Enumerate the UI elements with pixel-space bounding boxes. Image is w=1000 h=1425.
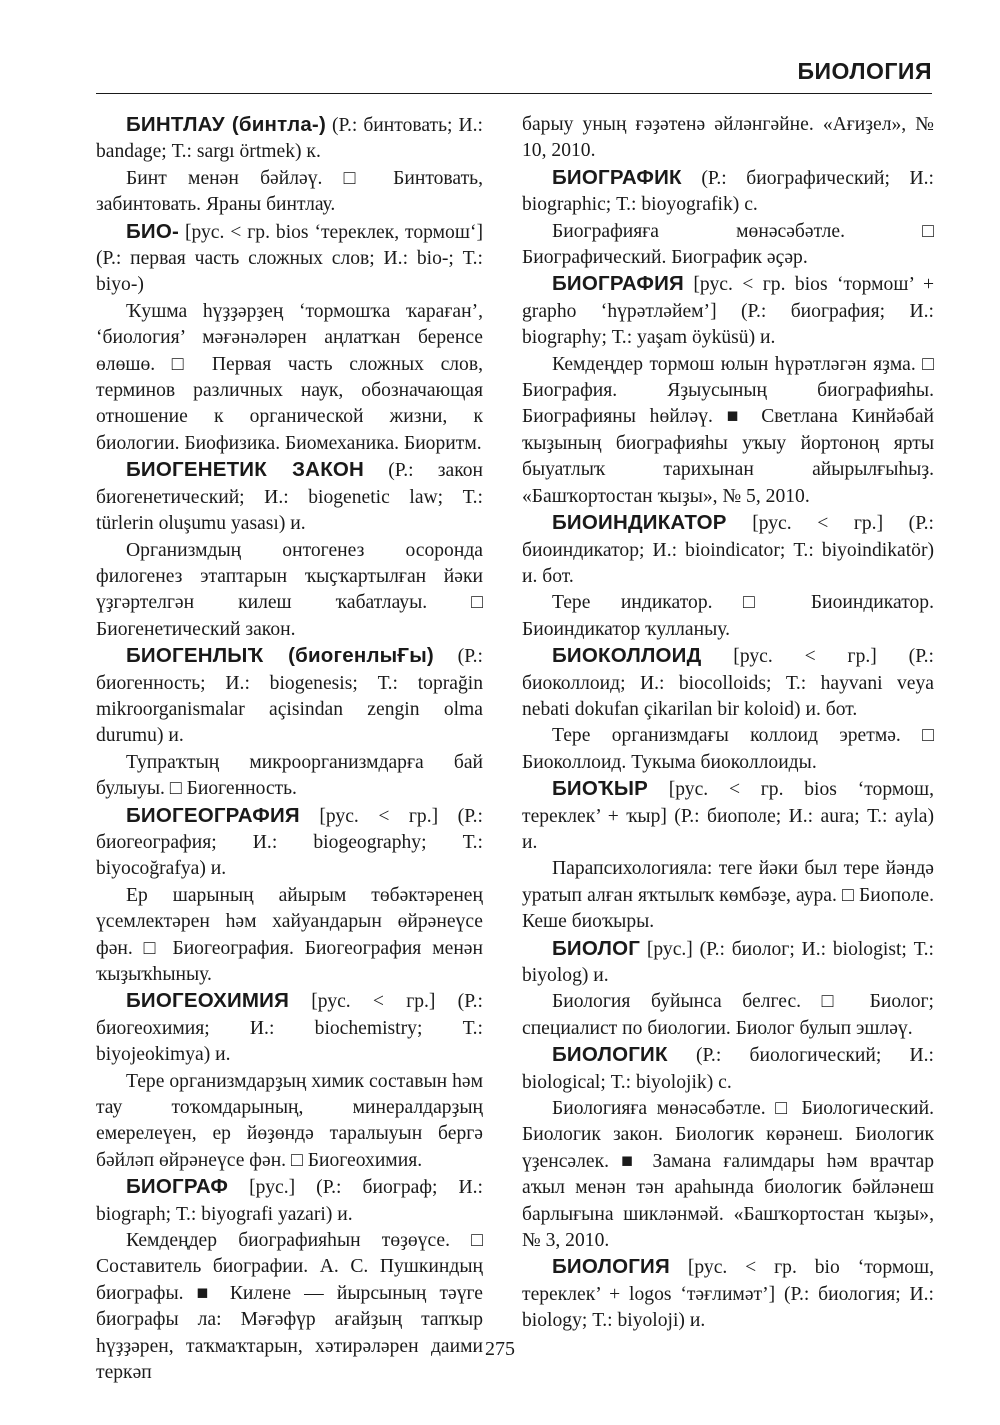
entry-text: Тере организмдағы коллоид эретмә. □ Биоколлоид. Тукыма биоколлоиды. [522,725,934,773]
entry-text: [рус.] (Р.: биолог; И.: biologist; Т.: biyolog) и. [522,938,934,986]
entry-text: [рус. < гр.] (Р.: биогеография; И.: biogeography; Т.: biyocoğrafya) и. [96,805,483,880]
entry-paragraph [522,723,934,776]
running-head: БИОЛОГИЯ [797,58,932,84]
entry-text: (Р.: биологический; И.: biological; Т.: biyolojik) с. [522,1045,934,1093]
entry-text: [рус. < гр. bios ‘тормош, тереклек’ + ҡыр] (Р.: биополе; И.: aura; Т.: ayla) и. [522,779,934,853]
entry-text: (Р.: биографический; И.: biographic; Т.: bioyografik) с. [522,167,934,216]
entry-text: (Р.: биогенность; И.: biogenesis; Т.: toprağin mikroorganismalar açisindan zengin olma durumu) и. [96,646,483,747]
entry-paragraph [522,1096,934,1254]
dictionary-entry [96,803,483,883]
entry-text: Ҡушма һүҙҙәрҙең ‘тормошҡа ҡараған’, ‘биология’ мәғәнәләрен аңлатҡан беренсе өлөшө. □ Первая часть сложных слов, терминов различных наук, обозначающая отношение к органической жизни, к биологии. Биофизика. Биомеханика. Биоритм. [96,300,483,454]
headword: БИОГЕОГРАФИЯ [126,803,300,827]
dictionary-entry [96,988,483,1068]
dictionary-entry [96,219,483,299]
right-column [522,112,934,1335]
headword: БИОЛОГИЯ [552,1255,670,1279]
entry-paragraph [522,590,934,643]
headword: БИОГЕОХИМИЯ [126,989,290,1013]
headword: БИОКОЛЛОИД [552,644,702,668]
entry-paragraph [96,1228,483,1386]
entry-text: Кемдеңдер тормош юлын һүрәтләгән яҙма. □ Биография. Яҙыусының биографияһы. Биографияны һөйләү. ■ Светлана Кинйәбай ҡыҙының биографияһы уҡыу йортоноң ярты быуатлыҡ тарихынан айырылғыһыҙ. «Башҡортостан ҡыҙы», № 5, 2010. [522,353,934,507]
entry-paragraph [522,112,934,165]
entry-paragraph [522,856,934,935]
dictionary-entry [522,936,934,990]
entry-text: Тупраҡтың микроорганизмдарға бай булыуы. □ Биогенность. [96,751,483,800]
entry-paragraph [522,219,934,272]
dictionary-entry [522,165,934,219]
dictionary-entry [96,112,483,166]
dictionary-entry [96,1174,483,1228]
dictionary-entry [522,1254,934,1334]
header-rule [96,93,932,94]
headword: БИОГРАФИК [552,165,682,189]
dictionary-entry [522,510,934,590]
entry-text: [рус. < гр.] (Р.: биогеохимия; И.: biochemistry; Т.: biyojeokimya) и. [96,991,483,1066]
entry-text: (Р.: закон биогенетический; И.: biogenetic law; Т.: türlerin oluşumu yasası) и. [96,460,484,535]
entry-text: Биология буйынса белгес. □ Биолог; специалист по биологии. Биолог булып эшләү. [522,991,934,1039]
entry-text: Парапсихологияла: теге йәки был тере йәндә уратып алған яҡтылыҡ көмбәҙе, аура. □ Биополе. Кеше биоҡыры. [522,858,934,933]
headword: БИОГЕНЛЫҠ (биогенлыҒы) [126,644,434,668]
dictionary-entry [96,457,483,537]
entry-paragraph [522,352,934,510]
entry-text: Кемдеңдер биографияһын төҙөүсе. □ Составитель биографии. А. С. Пушкиндың биографы. ■ Килене — йырсының тәүге биографы ла: Мәғәфүр ағайҙың тапҡыр һүҙҙәрен, таҡмаҡтарын, хәтирәләрен даими теркәп [96,1230,483,1384]
headword: БИОГРАФИЯ [552,272,684,296]
dictionary-entry [522,643,934,723]
entry-paragraph [96,299,483,457]
entry-paragraph [96,166,483,219]
entry-paragraph [96,1069,483,1175]
headword: БИОГРАФ [126,1175,229,1199]
entry-paragraph [522,989,934,1042]
entry-paragraph [96,538,483,644]
entry-text: [рус. < гр. bio ‘тормош, тереклек’ + logos ‘тәғлимәт’] (Р.: биология; И.: biology; Т.: biyoloji) и. [522,1257,934,1332]
headword: БИОГЕНЕТИК ЗАКОН [126,458,365,482]
headword: БИОИНДИКАТОР [552,511,727,535]
entry-text: [рус. < гр.] (Р.: биоиндикатор; И.: bioindicator; Т.: biyoindikatör) и. бот. [522,513,934,587]
entry-text: Организмдың онтогенез осоронда филогенез этаптарын ҡыҫҡартылған йәки үҙгәртелгән килеш ҡабатлауы. □ Биогенетический закон. [96,539,483,640]
dictionary-entry [522,1042,934,1096]
headword: БИОҠЫР [552,777,648,801]
headword: БИО- [126,219,180,243]
entry-text: (Р.: бинтовать; И.: bandage; Т.: sargı örtmek) к. [96,115,483,163]
entry-text: Тере индикатор. □ Биоиндикатор. Биоиндикатор ҡулланыу. [522,592,934,640]
entry-text: Биологияға мөнәсәбәтле. □ Биологический. Биологик закон. Биологик көрәнеш. Биологик үҙенсәлек. ■ Замана ғалимдары һәм врачтар аҡыл менән тән араһында биологик бәйләнеш барлығына шикләнмәй. «Башҡортостан ҡыҙы», № 3, 2010. [522,1098,934,1252]
dictionary-entry [522,776,934,856]
entry-text: Бинт менән бәйләү. □ Бинтовать, забинтовать. Яраны бинтлау. [96,167,483,216]
left-column [96,112,483,1387]
entry-text: [рус. < гр. bios ‘тереклек, тормош‘] (Р.: первая часть сложных слов; И.: bio-; Т.: biyo-) [96,221,483,296]
entry-text: Ер шарының айырым төбәктәренең үсемлектәрен һәм хайуандарын өйрәнеүсе фән. □ Биогеография. Биогеография менән ҡыҙыҡһыныу. [96,884,483,985]
entry-text: Биографияға мөнәсәбәтле. □ Биографический. Биографик әҫәр. [522,220,934,269]
entry-text: барыу уның ғәҙәтенә әйләнгәйне. «Ағиҙел», № 10, 2010. [522,114,934,162]
entry-paragraph [96,750,483,803]
dictionary-entry [96,643,483,750]
entry-text: [рус. < гр.] (Р.: биоколлоид; И.: biocolloids; Т.: hayvani veya nebati dokufan çikarilan bir koloid) и. бот. [522,646,934,720]
entry-text: Тере организмдарҙың химик составын һәм тау тоҡомдарының, минералдарҙың емерелеүен, ер йөҙөндә таралыуын бергә бәйләп өйрәнеүсе фән. □ Биогеохимия. [96,1070,483,1171]
entry-paragraph [96,883,483,989]
headword: БИНТЛАУ (бинтла-) [126,113,326,136]
entry-text: [рус.] (Р.: биограф; И.: biograph; Т.: biyografi yazari) и. [96,1177,483,1225]
headword: БИОЛОГИК [552,1043,668,1067]
page-number: 275 [485,1338,515,1360]
headword: БИОЛОГ [552,936,641,960]
entry-text: [рус. < гр. bios ‘тормош’ + grapho ‘һүрәтләйем’] (Р.: биография; И.: biography; Т.: yaşam öyküsü) и. [522,274,934,349]
dictionary-entry [522,271,934,351]
